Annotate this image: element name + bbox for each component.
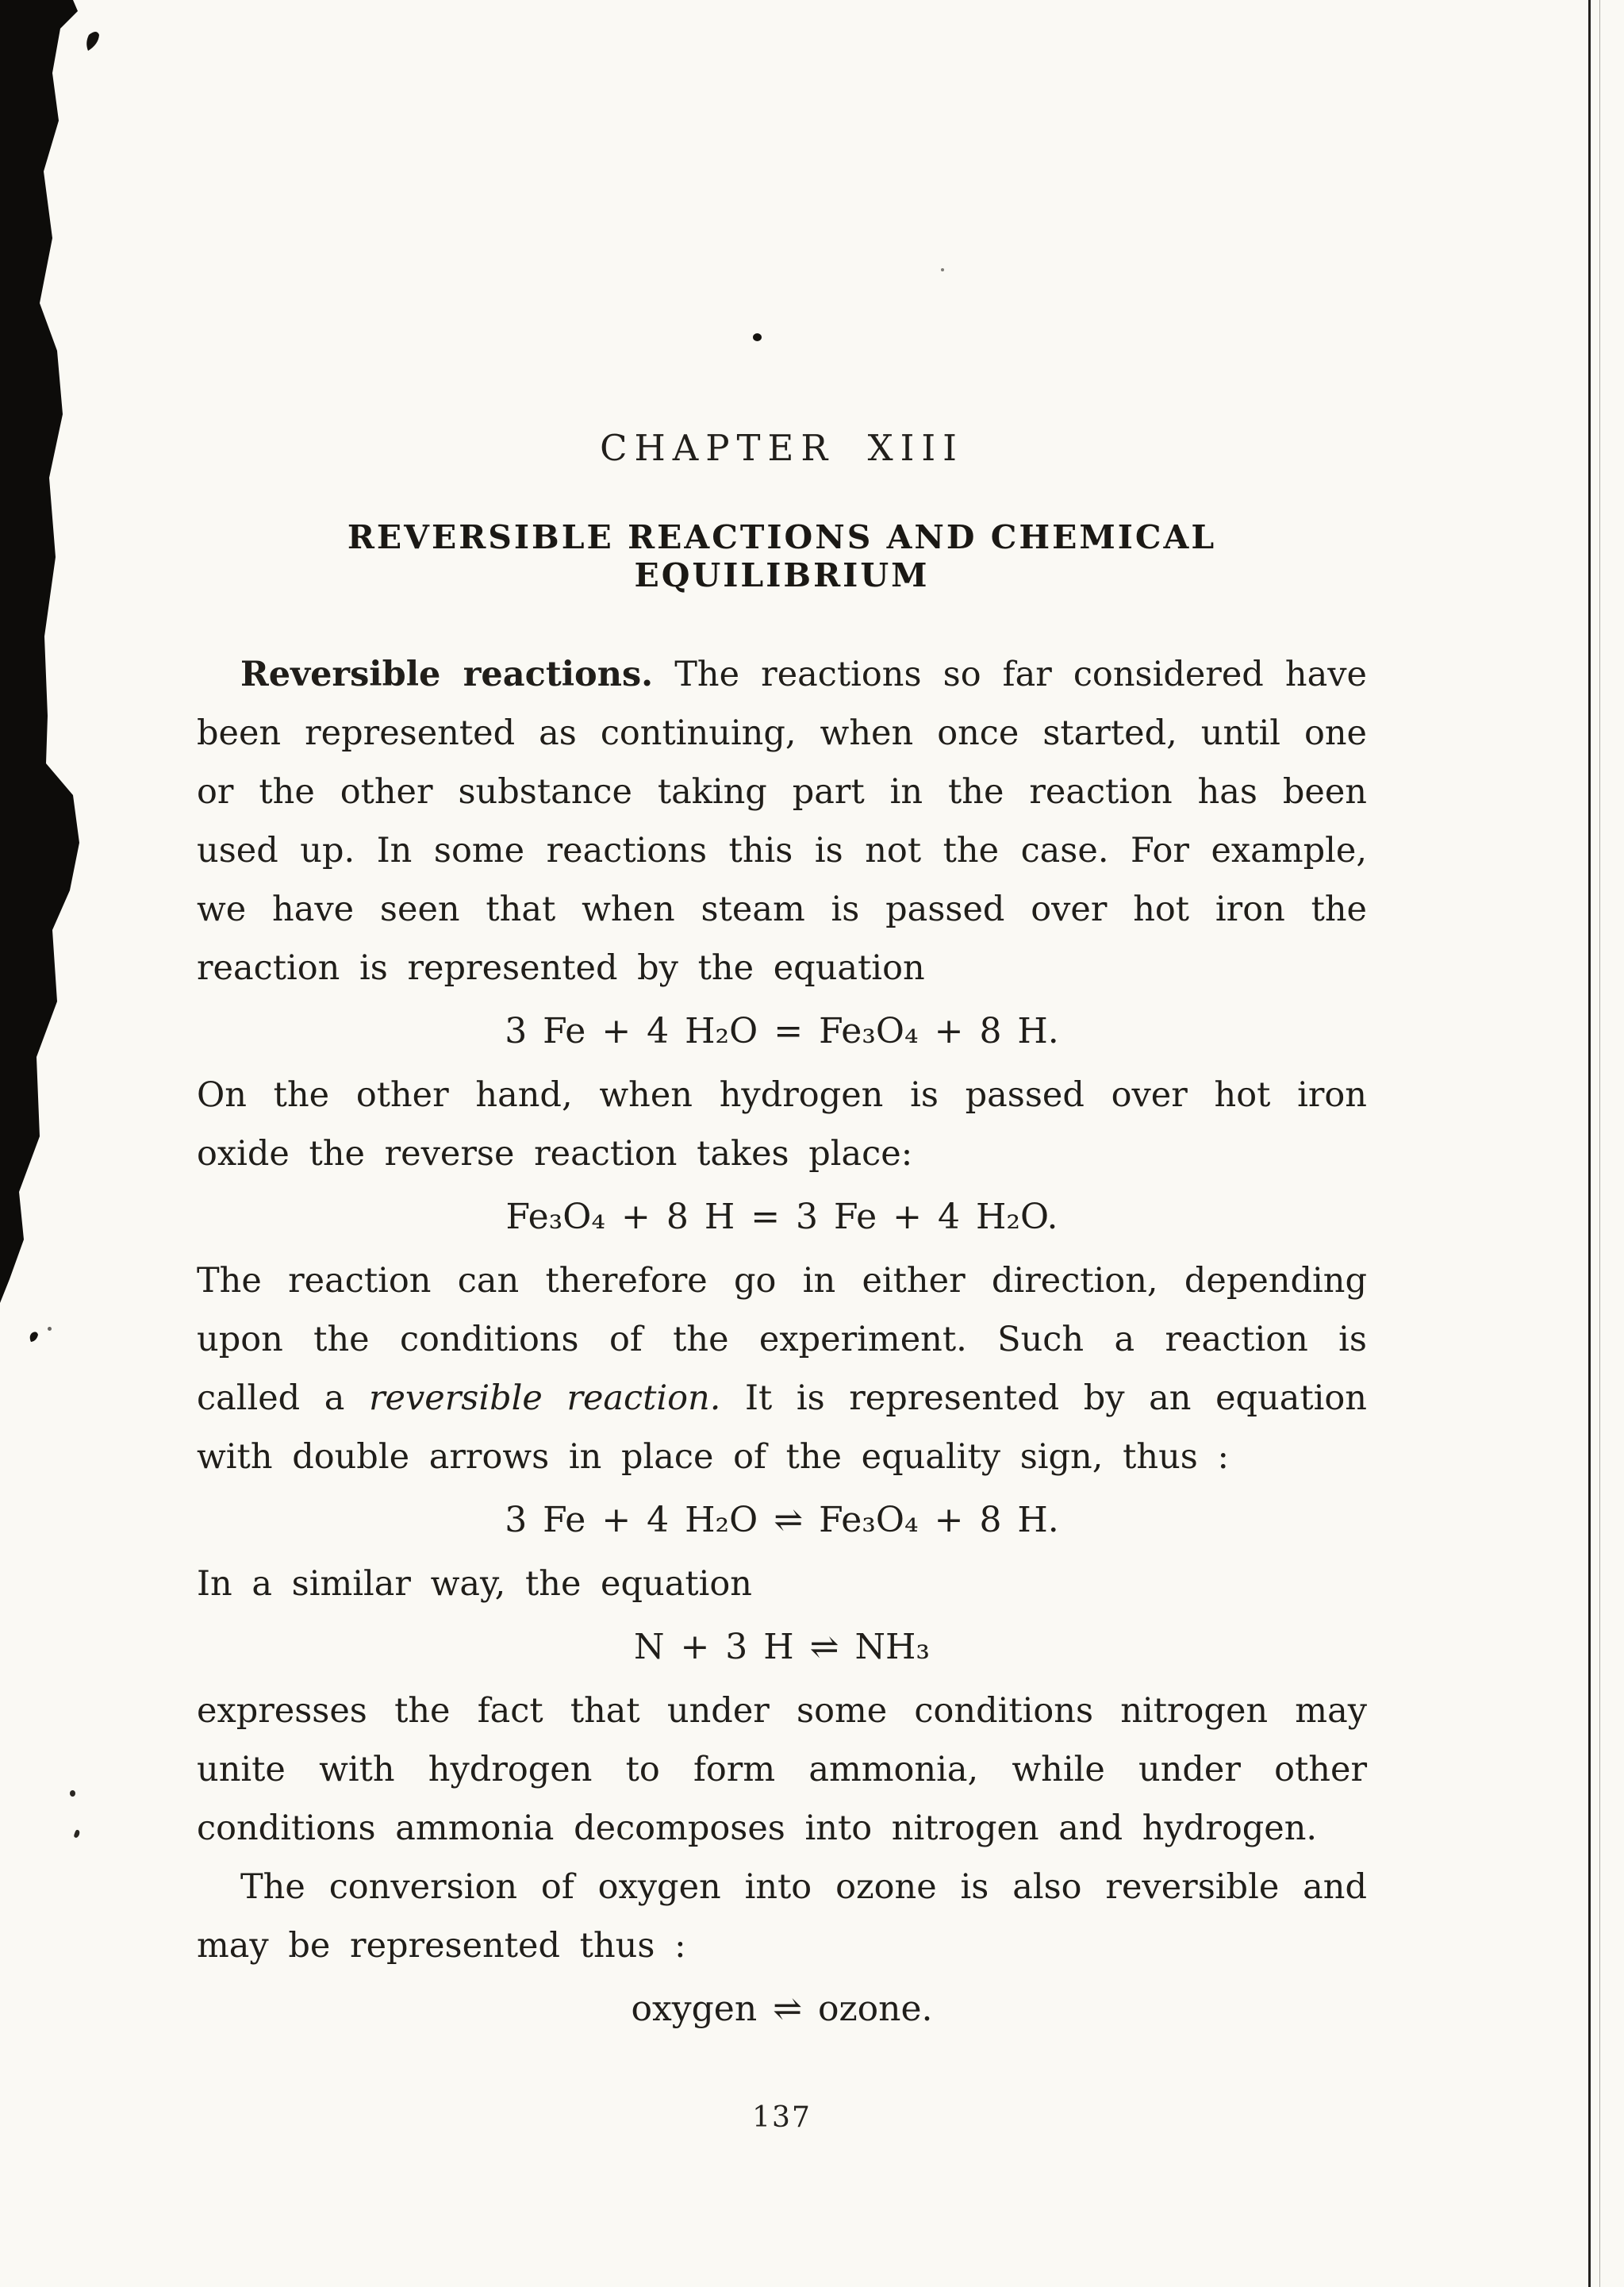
paragraph-similar-way: In a similar way, the equation [197, 1564, 752, 1604]
equation-ammonia: N + 3 H ⇌ NH₃ [633, 1627, 931, 1667]
scan-speck [48, 1327, 52, 1331]
paragraph-lead-bold: Reversible reactions. [240, 655, 654, 694]
paragraph-text: The reaction can therefore go in either direction, depending upon the conditions of the experiment. Such a reaction is called a [197, 1261, 1367, 1418]
equation-forward-reaction: 3 Fe + 4 H₂O = Fe₃O₄ + 8 H. [505, 1011, 1059, 1051]
page-edge-scan-line [1588, 0, 1591, 2287]
scan-speck [941, 268, 944, 271]
paragraph-text: The reactions so far considered have been represented as continuing, when once started, until one or the other substance taking part in the reaction has been used up. In some reactions this is not the case. For example, we have seen that when steam is passed over hot iron the reaction is represented by the equation [197, 655, 1367, 988]
paragraph-text: It is represented by an equation with double arrows in place of the equality sign, thus : [197, 1378, 1367, 1477]
paragraph-reverse-intro: On the other hand, when hydrogen is passed over hot iron oxide the reverse reaction takes place: [197, 1075, 1367, 1174]
ink-dot-artifact [753, 333, 762, 341]
paragraph-reversible-definition [197, 1251, 1367, 1486]
paragraph-ammonia-explanation: expresses the fact that under some conditions nitrogen may unite with hydrogen to form ammonia, while under other conditions ammonia decomposes into nitrogen and hydrogen. [197, 1691, 1367, 1848]
pen-mark-artifact [86, 32, 99, 51]
scan-speck [70, 1790, 75, 1797]
paragraph-oxygen-ozone: The conversion of oxygen into ozone is also reversible and may be represented thus : [197, 1867, 1367, 1966]
page-number: 137 [752, 2101, 812, 2134]
binding-shadow-artifact [0, 0, 119, 2287]
italic-term-reversible-reaction: reversible reaction. [368, 1378, 721, 1418]
section-title: REVERSIBLE REACTIONS AND CHEMICAL EQUILIBRIUM [347, 518, 1217, 594]
chapter-title: CHAPTER XIII [600, 427, 964, 469]
equation-oxygen-ozone: oxygen ⇌ ozone. [631, 1989, 933, 2029]
page-content [197, 427, 1367, 2043]
page-edge-scan-line-faint [1599, 0, 1600, 2287]
paragraph-reversible-reactions [197, 645, 1367, 997]
equation-reverse-reaction: Fe₃O₄ + 8 H = 3 Fe + 4 H₂O. [505, 1197, 1058, 1237]
equation-double-arrow-iron: 3 Fe + 4 H₂O ⇌ Fe₃O₄ + 8 H. [505, 1500, 1059, 1540]
